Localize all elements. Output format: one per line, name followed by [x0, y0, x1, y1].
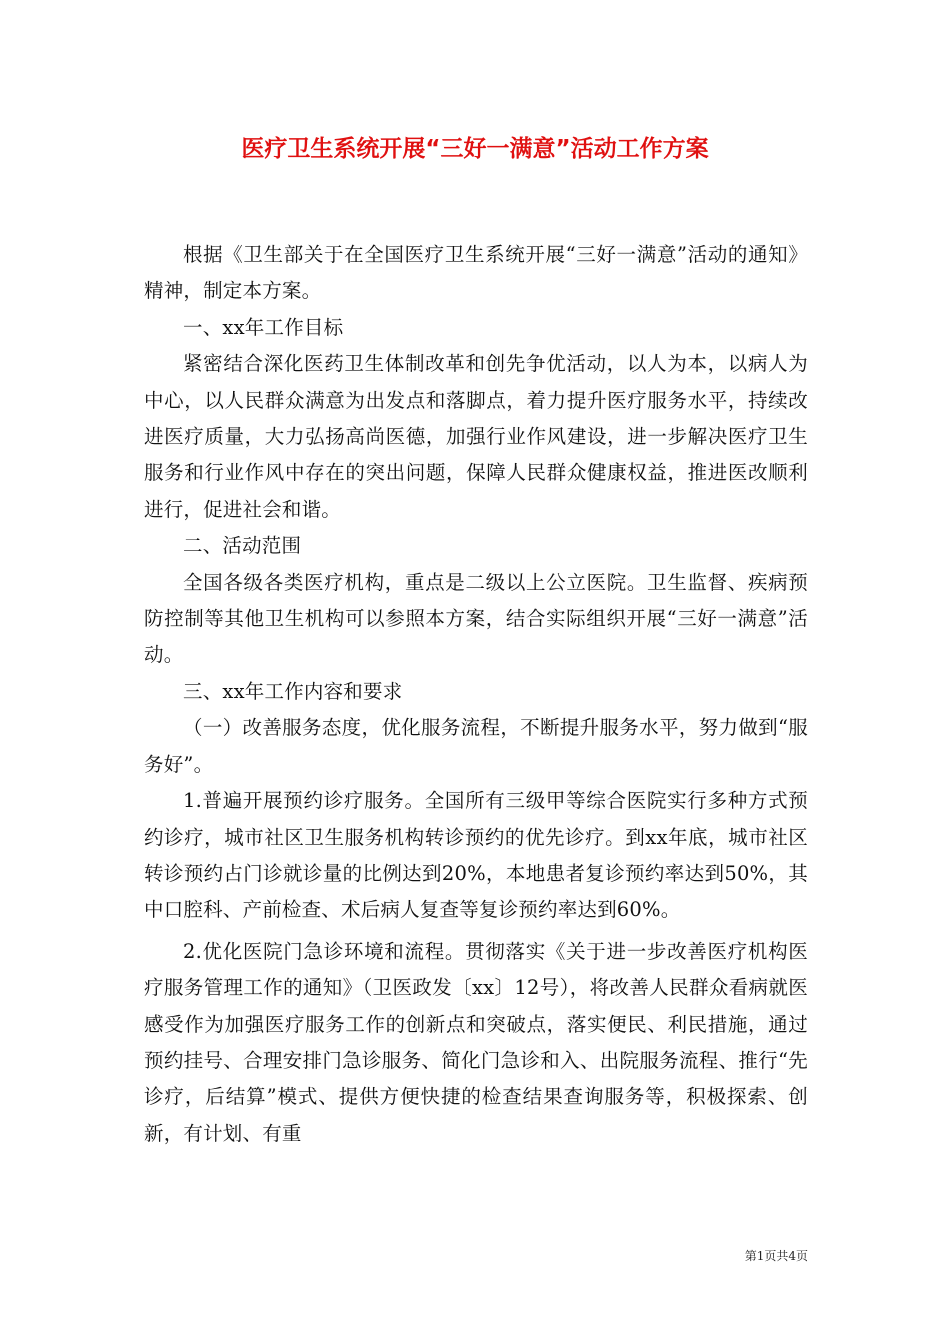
paragraph-subsection-1: （一）改善服务态度，优化服务流程，不断提升服务水平，努力做到“服务好”。: [144, 716, 808, 776]
paragraph-intro: 根据《卫生部关于在全国医疗卫生系统开展“三好一满意”活动的通知》精神，制定本方案。: [144, 243, 808, 303]
paragraph-goals: 紧密结合深化医药卫生体制改革和创先争优活动，以人为本，以病人为中心，以人民群众满意为出发点和落脚点，着力提升医疗服务水平，持续改进医疗质量，大力弘扬高尚医德，加强行业作风建设，进一步解决医疗卫生服务和行业作风中存在的突出问题，保障人民群众健康权益，推进医改顺利进行，促进社会和谐。: [144, 352, 808, 521]
page-indicator: 第1页共4页: [744, 1249, 808, 1263]
paragraph-item-1: 1.普遍开展预约诊疗服务。全国所有三级甲等综合医院实行多种方式预约诊疗，城市社区卫生服务机构转诊预约的优先诊疗。到xx年底，城市社区转诊预约占门诊就诊量的比例达到20%，本地患者复诊预约率达到50%，其中口腔科、产前检查、术后病人复查等复诊预约率达到60%。: [144, 789, 808, 922]
paragraph-item-2: 2.优化医院门急诊环境和流程。贯彻落实《关于进一步改善医疗机构医疗服务管理工作的通知》（卫医政发〔xx〕12号），将改善人民群众看病就医感受作为加强医疗服务工作的创新点和突破点，落实便民、利民措施，通过预约挂号、合理安排门急诊服务、简化门急诊和入、出院服务流程、推行“先诊疗，后结算”模式、提供方便快捷的检查结果查询服务等，积极探索、创新，有计划、有重: [144, 939, 808, 1145]
paragraph-scope: 全国各级各类医疗机构，重点是二级以上公立医院。卫生监督、疾病预防控制等其他卫生机构可以参照本方案，结合实际组织开展“三好一满意”活动。: [144, 570, 808, 667]
heading-section-2: 二、活动范围: [183, 534, 302, 558]
document-body: [144, 237, 808, 1152]
heading-section-1: 一、xx年工作目标: [183, 315, 344, 339]
document-title: 医疗卫生系统开展“三好一满意”活动工作方案: [241, 136, 709, 162]
heading-section-3: 三、xx年工作内容和要求: [183, 679, 403, 703]
